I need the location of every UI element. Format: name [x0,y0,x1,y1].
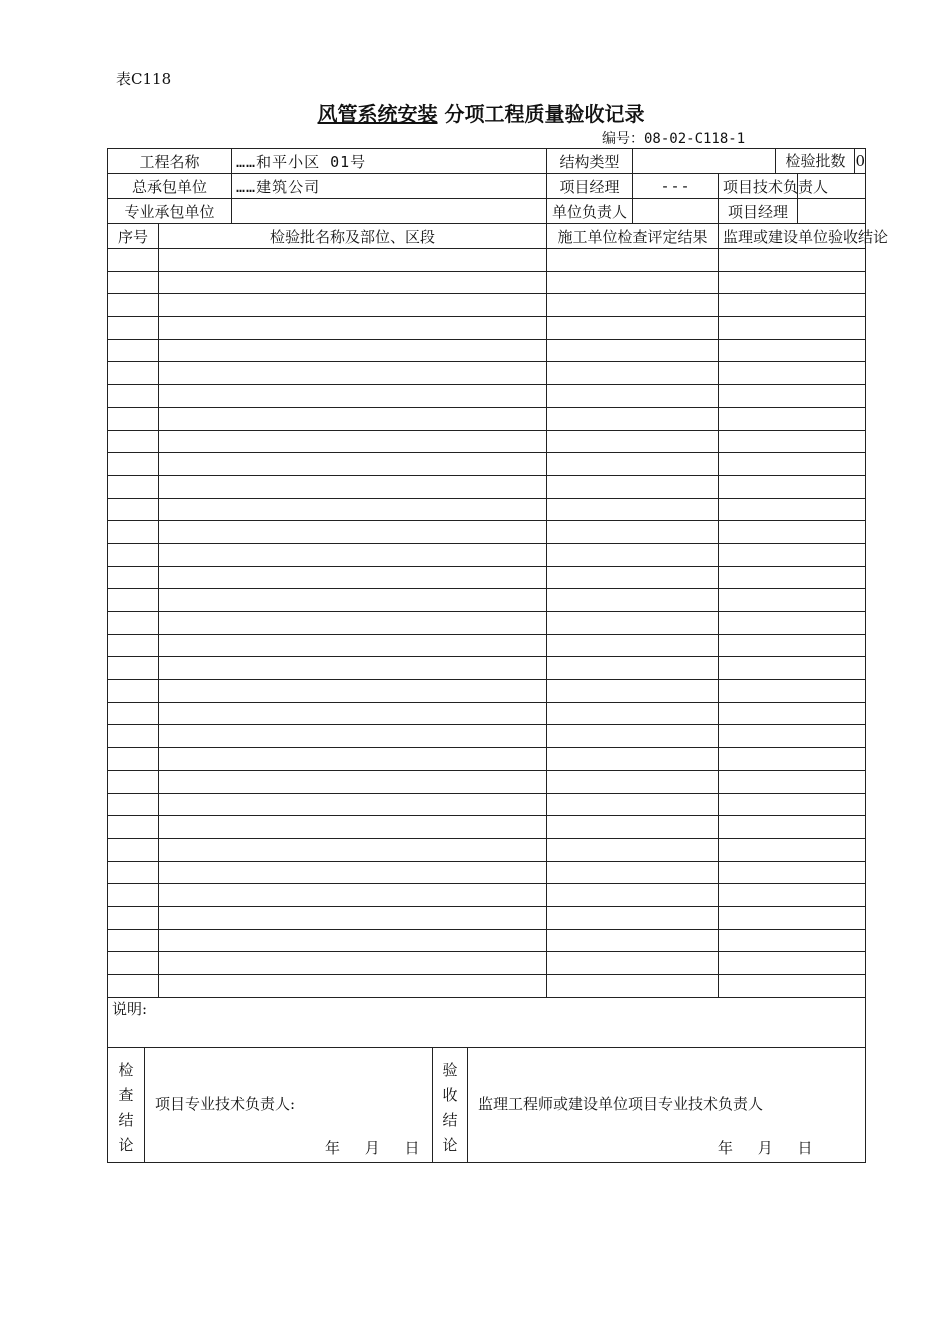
contractor-result-cell[interactable] [547,634,719,657]
supervisor-result-cell[interactable] [719,430,866,453]
supervisor-result-cell[interactable] [719,589,866,612]
check-date: 年 月 日 [325,1138,420,1157]
seq-cell[interactable] [108,702,159,725]
batch-cell[interactable] [159,884,547,907]
project-name-value[interactable]: ……和平小区 01号 [232,149,547,174]
table-row [108,385,866,408]
seq-cell[interactable] [108,271,159,294]
table-row [108,543,866,566]
seq-cell[interactable] [108,385,159,408]
contractor-result-cell[interactable] [547,249,719,272]
supervisor-result-cell[interactable] [719,385,866,408]
seq-cell[interactable] [108,339,159,362]
seq-cell[interactable] [108,407,159,430]
accept-char: 收 [442,1085,458,1104]
table-row [108,952,866,975]
note-label[interactable]: 说明: [108,997,866,1047]
batch-cell[interactable] [159,680,547,703]
table-row [108,634,866,657]
supervisor-result-cell[interactable] [719,249,866,272]
seq-cell[interactable] [108,929,159,952]
supervisor-result-cell[interactable] [719,612,866,635]
contractor-result-cell[interactable] [547,521,719,544]
supervisor-result-cell[interactable] [719,725,866,748]
col-contractor-result: 施工单位检查评定结果 [547,224,719,249]
seq-cell[interactable] [108,453,159,476]
contractor-result-cell[interactable] [547,317,719,340]
table-row [108,770,866,793]
seq-cell[interactable] [108,793,159,816]
batch-count-label: 检验批数 [775,149,854,173]
supervisor-result-cell[interactable] [719,816,866,839]
serial-number: 编号：08-02-C118-1 [602,131,746,147]
seq-cell[interactable] [108,725,159,748]
contractor-result-cell[interactable] [547,975,719,998]
seq-cell[interactable] [108,430,159,453]
supervisor-result-cell[interactable] [719,498,866,521]
accept-label [433,1048,468,1162]
seq-cell[interactable] [108,838,159,861]
tech-lead-label: 项目技术负责人 [719,174,798,199]
seq-cell[interactable] [108,906,159,929]
batch-cell[interactable] [159,475,547,498]
supervisor-result-cell[interactable] [719,453,866,476]
project-manager-label: 项目经理 [547,174,633,199]
supervisor-result-cell[interactable] [719,317,866,340]
batch-cell[interactable] [159,385,547,408]
supervisor-result-cell[interactable] [719,339,866,362]
table-row [108,884,866,907]
check-signer: 项目专业技术负责人: [155,1094,296,1113]
header-row-project [108,149,866,174]
contractor-result-cell[interactable] [547,906,719,929]
table-row [108,657,866,680]
check-char: 检 [118,1060,134,1079]
general-contractor-label: 总承包单位 [108,174,232,199]
seq-cell[interactable] [108,498,159,521]
header-row-specialty [108,199,866,224]
accept-char: 结 [442,1110,458,1129]
supervisor-result-cell[interactable] [719,906,866,929]
table-row [108,339,866,362]
contractor-result-cell[interactable] [547,385,719,408]
supervisor-result-cell[interactable] [719,407,866,430]
table-row [108,475,866,498]
contractor-result-cell[interactable] [547,589,719,612]
table-row [108,589,866,612]
table-row [108,702,866,725]
seq-cell[interactable] [108,975,159,998]
batch-cell[interactable] [159,612,547,635]
contractor-result-cell[interactable] [547,475,719,498]
batch-cell[interactable] [159,952,547,975]
note-row [108,997,866,1047]
supervisor-result-cell[interactable] [719,838,866,861]
batch-cell[interactable] [159,271,547,294]
supervisor-result-cell[interactable] [719,271,866,294]
form-code: 表C118 [116,70,172,88]
seq-cell[interactable] [108,748,159,771]
supervisor-result-cell[interactable] [719,657,866,680]
batch-cell[interactable] [159,249,547,272]
contractor-result-cell[interactable] [547,680,719,703]
accept-signer: 监理工程师或建设单位项目专业技术负责人 [478,1094,764,1113]
batch-count-value[interactable]: 0 [854,149,865,173]
supervisor-result-cell[interactable] [719,521,866,544]
check-char: 结 [118,1110,134,1129]
check-box[interactable] [145,1048,433,1162]
contractor-result-cell[interactable] [547,748,719,771]
batch-cell[interactable] [159,453,547,476]
seq-cell[interactable] [108,680,159,703]
seq-cell[interactable] [108,770,159,793]
batch-cell[interactable] [159,838,547,861]
table-row [108,521,866,544]
table-row [108,430,866,453]
seq-cell[interactable] [108,952,159,975]
batch-cell[interactable] [159,543,547,566]
batch-cell[interactable] [159,657,547,680]
structure-type-value-ext[interactable] [719,149,866,174]
supervisor-result-cell[interactable] [719,566,866,589]
table-row [108,680,866,703]
general-contractor-value[interactable]: ……建筑公司 [232,174,547,199]
supervisor-result-cell[interactable] [719,975,866,998]
contractor-result-cell[interactable] [547,453,719,476]
contractor-result-cell[interactable] [547,498,719,521]
contractor-result-cell[interactable] [547,612,719,635]
contractor-result-cell[interactable] [547,702,719,725]
accept-box[interactable] [468,1048,865,1162]
accept-char: 验 [442,1060,458,1079]
table-row [108,725,866,748]
seq-cell[interactable] [108,317,159,340]
project-name-label: 工程名称 [108,149,232,174]
table-row [108,407,866,430]
col-batch: 检验批名称及部位、区段 [159,224,547,249]
seq-cell[interactable] [108,861,159,884]
table-row [108,861,866,884]
seq-cell[interactable] [108,634,159,657]
accept-date: 年 月 日 [718,1138,813,1157]
specialty-contractor-label: 专业承包单位 [108,199,232,224]
supervisor-result-cell[interactable] [719,929,866,952]
supervisor-result-cell[interactable] [719,884,866,907]
contractor-result-cell[interactable] [547,657,719,680]
structure-type-value[interactable] [633,149,719,174]
supervisor-result-cell[interactable] [719,294,866,317]
contractor-result-cell[interactable] [547,362,719,385]
table-row [108,838,866,861]
supervisor-result-cell[interactable] [719,680,866,703]
batch-cell[interactable] [159,634,547,657]
check-label [108,1048,145,1162]
seq-cell[interactable] [108,884,159,907]
table-row [108,498,866,521]
contractor-result-cell[interactable] [547,339,719,362]
project-manager2-label: 项目经理 [719,199,798,224]
contractor-result-cell[interactable] [547,816,719,839]
seq-cell[interactable] [108,475,159,498]
batch-cell[interactable] [159,407,547,430]
supervisor-result-cell[interactable] [719,748,866,771]
seq-cell[interactable] [108,294,159,317]
table-row [108,612,866,635]
supervisor-result-cell[interactable] [719,634,866,657]
structure-type-label: 结构类型 [547,149,633,174]
batch-cell[interactable] [159,770,547,793]
unit-lead-label: 单位负责人 [547,199,633,224]
table-row [108,249,866,272]
contractor-result-cell[interactable] [547,725,719,748]
contractor-result-cell[interactable] [547,884,719,907]
title-suffix: 分项工程质量验收记录 [444,102,645,126]
table-row [108,975,866,998]
supervisor-result-cell[interactable] [719,770,866,793]
acceptance-table [107,148,889,1163]
check-char: 查 [118,1085,134,1104]
title-item-name: 风管系统安装 [317,102,438,126]
batch-cell[interactable] [159,589,547,612]
supervisor-result-cell[interactable] [719,793,866,816]
table-row [108,317,866,340]
batch-cell[interactable] [159,566,547,589]
contractor-result-cell[interactable] [547,952,719,975]
batch-cell[interactable] [159,521,547,544]
table-row [108,816,866,839]
contractor-result-cell[interactable] [547,770,719,793]
specialty-contractor-value[interactable] [232,199,547,224]
column-header-row [108,224,866,249]
batch-cell[interactable] [159,430,547,453]
supervisor-result-cell[interactable] [719,952,866,975]
table-row [108,294,866,317]
table-row [108,793,866,816]
sign-cell [108,1047,866,1162]
project-manager-value[interactable]: --- [633,174,719,199]
seq-cell[interactable] [108,249,159,272]
table-row [108,566,866,589]
seq-cell[interactable] [108,816,159,839]
supervisor-result-cell[interactable] [719,702,866,725]
contractor-result-cell[interactable] [547,566,719,589]
seq-cell[interactable] [108,612,159,635]
contractor-result-cell[interactable] [547,793,719,816]
batch-cell[interactable] [159,748,547,771]
batch-cell[interactable] [159,702,547,725]
unit-lead-value[interactable] [633,199,719,224]
table-row [108,748,866,771]
contractor-result-cell[interactable] [547,407,719,430]
batch-cell[interactable] [159,861,547,884]
header-row-contractor [108,174,866,199]
contractor-result-cell[interactable] [547,543,719,566]
table-row [108,453,866,476]
accept-char: 论 [442,1135,458,1154]
table-row [108,362,866,385]
seq-cell[interactable] [108,521,159,544]
batch-cell[interactable] [159,294,547,317]
table-row [108,906,866,929]
batch-cell[interactable] [159,906,547,929]
batch-cell[interactable] [159,725,547,748]
check-char: 论 [118,1135,134,1154]
project-manager2-value[interactable] [798,199,866,224]
contractor-result-cell[interactable] [547,430,719,453]
col-supervisor-result: 监理或建设单位验收结论 [719,224,866,249]
seq-cell[interactable] [108,589,159,612]
batch-cell[interactable] [159,975,547,998]
contractor-result-cell[interactable] [547,929,719,952]
seq-cell[interactable] [108,362,159,385]
batch-cell[interactable] [159,929,547,952]
seq-cell[interactable] [108,543,159,566]
contractor-result-cell[interactable] [547,838,719,861]
supervisor-result-cell[interactable] [719,362,866,385]
sign-row [108,1047,866,1162]
batch-cell[interactable] [159,498,547,521]
seq-cell[interactable] [108,657,159,680]
contractor-result-cell[interactable] [547,271,719,294]
batch-cell[interactable] [159,362,547,385]
batch-cell[interactable] [159,339,547,362]
supervisor-result-cell[interactable] [719,543,866,566]
seq-cell[interactable] [108,566,159,589]
supervisor-result-cell[interactable] [719,861,866,884]
table-row [108,929,866,952]
col-seq: 序号 [108,224,159,249]
table-row [108,271,866,294]
page-title [0,98,950,127]
supervisor-result-cell[interactable] [719,475,866,498]
batch-cell[interactable] [159,793,547,816]
batch-cell[interactable] [159,816,547,839]
batch-cell[interactable] [159,317,547,340]
contractor-result-cell[interactable] [547,861,719,884]
contractor-result-cell[interactable] [547,294,719,317]
